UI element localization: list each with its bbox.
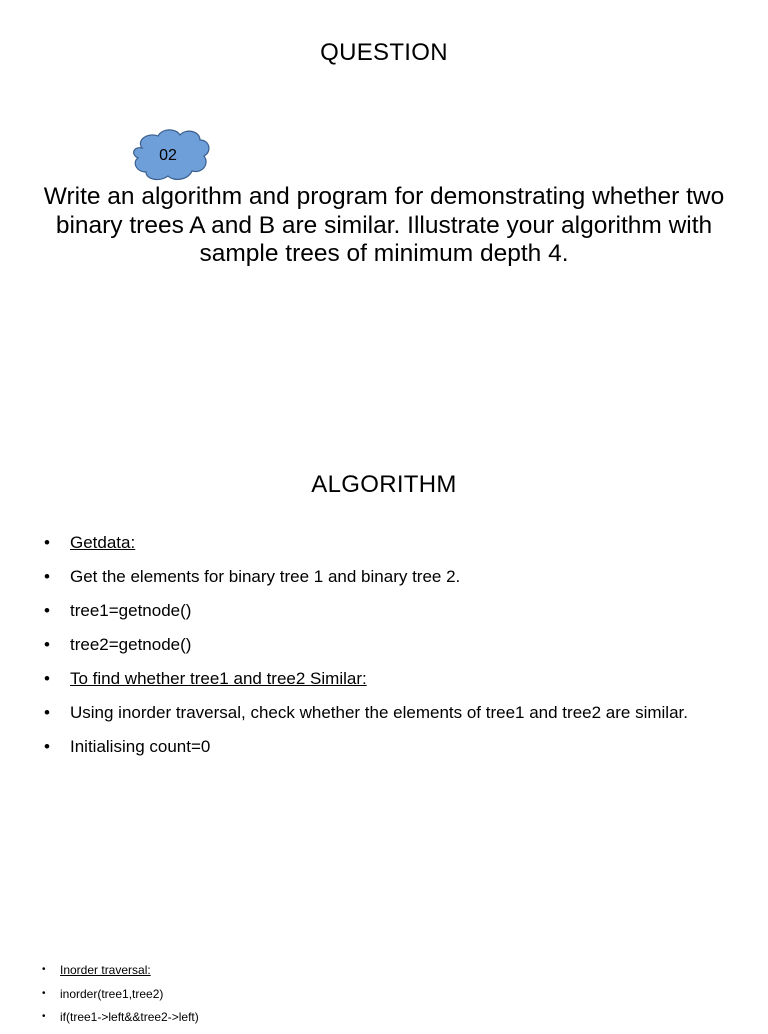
bullet-icon: • [44, 669, 50, 688]
algorithm-substeps-list [42, 963, 722, 1034]
step-item [44, 703, 724, 724]
substep-item [42, 987, 722, 1001]
question-text: Write an algorithm and program for demonstrating whether two binary trees A and B are similar. Illustrate your algorithm with sample trees of minimum depth 4. [43, 183, 725, 267]
bullet-icon: • [44, 533, 50, 552]
bullet-icon: • [44, 737, 50, 756]
bullet-icon: • [44, 703, 50, 722]
question-number-badge [128, 126, 212, 188]
substep-text: Inorder traversal: [60, 963, 151, 977]
substep-item [42, 1010, 722, 1024]
substep-item [42, 963, 722, 977]
bullet-icon: • [44, 635, 50, 654]
step-item [44, 567, 724, 588]
algorithm-heading: ALGORITHM [311, 471, 457, 498]
step-text: Initialising count=0 [70, 737, 211, 756]
step-item [44, 737, 724, 758]
step-text: tree2=getnode() [70, 635, 192, 654]
substep-text: if(tree1->left&&tree2->left) [60, 1010, 199, 1024]
step-text: tree1=getnode() [70, 601, 192, 620]
substep-text: inorder(tree1,tree2) [60, 986, 164, 1001]
bullet-icon: • [44, 601, 50, 620]
bullet-icon: • [42, 1011, 46, 1022]
step-item [44, 635, 724, 656]
step-text: Using inorder traversal, check whether the elements of tree1 and tree2 are similar. [70, 703, 688, 722]
step-text: Getdata: [70, 533, 136, 552]
bullet-icon: • [42, 987, 46, 999]
question-heading: QUESTION [320, 39, 448, 66]
step-item [44, 669, 724, 690]
step-text: To find whether tree1 and tree2 Similar: [70, 669, 367, 688]
step-text: Get the elements for binary tree 1 and binary tree 2. [70, 567, 461, 586]
step-item [44, 533, 724, 554]
bullet-icon: • [44, 567, 50, 586]
algorithm-steps-list [44, 533, 724, 771]
question-number: 02 [159, 147, 177, 164]
bullet-icon: • [42, 964, 46, 975]
step-item [44, 601, 724, 622]
